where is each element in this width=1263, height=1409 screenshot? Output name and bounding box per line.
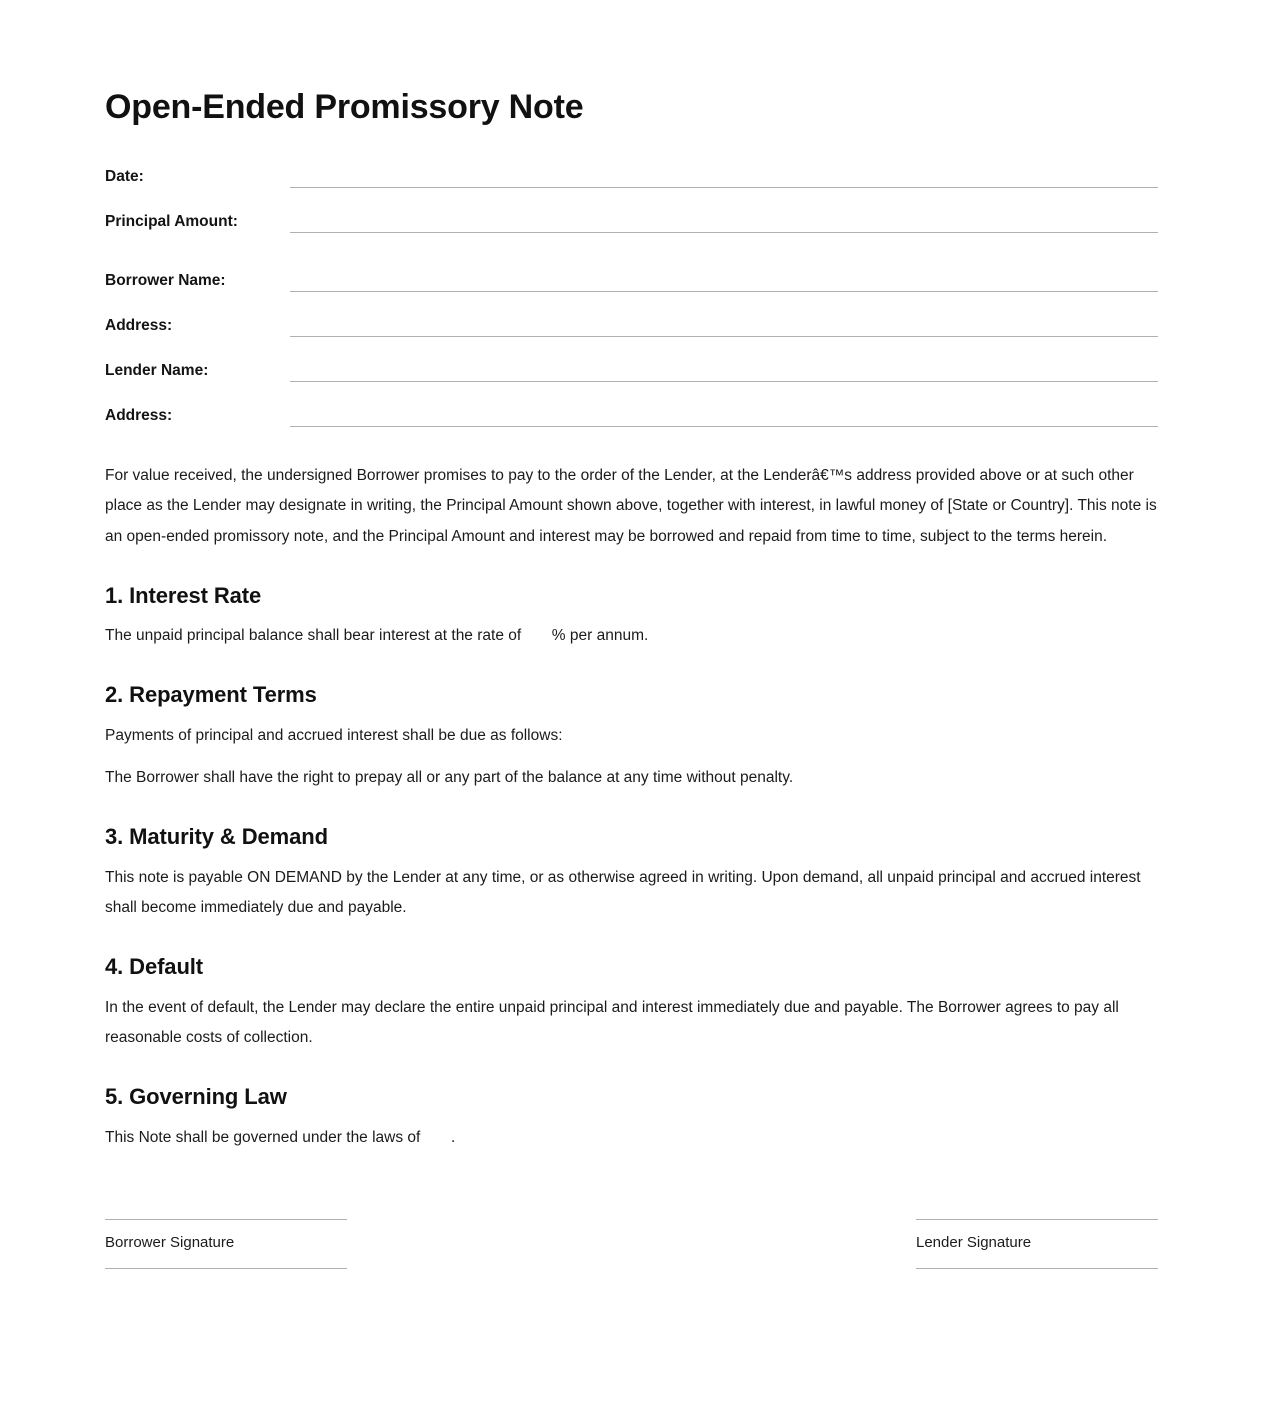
signature-label: Borrower Signature bbox=[105, 1234, 235, 1251]
section-paragraph: Payments of principal and accrued interest shall be due as follows: bbox=[105, 726, 563, 744]
document-section bbox=[105, 582, 1158, 652]
form-field-row bbox=[105, 269, 1158, 292]
signature-block bbox=[916, 1219, 1158, 1269]
section-paragraph bbox=[105, 1123, 1158, 1153]
section-paragraph: The Borrower shall have the right to prepay all or any part of the balance at any time without penalty. bbox=[105, 769, 794, 787]
signature-label: Lender Signature bbox=[916, 1234, 1032, 1251]
page-title: Open-Ended Promissory Note bbox=[105, 88, 584, 126]
paragraph-text: This Note shall be governed under the laws of bbox=[105, 1128, 425, 1146]
paragraph-text: % per annum. bbox=[547, 627, 649, 645]
section-heading: 1. Interest Rate bbox=[105, 582, 262, 608]
signature-area bbox=[105, 1219, 1158, 1269]
form-field-row bbox=[105, 359, 1158, 382]
document-section bbox=[105, 823, 1158, 923]
section-paragraph: In the event of default, the Lender may declare the entire unpaid principal and interest immediately due and payable. The Borrower agrees to pay all reasonable costs of collection. bbox=[105, 998, 1119, 1047]
field-label: Address: bbox=[105, 406, 173, 424]
section-heading: 3. Maturity & Demand bbox=[105, 824, 328, 850]
form-field-row bbox=[105, 314, 1158, 337]
section-heading: 2. Repayment Terms bbox=[105, 682, 317, 708]
field-input[interactable] bbox=[290, 269, 1158, 292]
field-input[interactable] bbox=[290, 314, 1158, 337]
signature-line-bottom[interactable] bbox=[916, 1268, 1158, 1269]
field-input[interactable] bbox=[290, 404, 1158, 427]
field-label: Date: bbox=[105, 167, 144, 185]
field-input[interactable] bbox=[290, 165, 1158, 188]
field-input[interactable] bbox=[290, 359, 1158, 382]
field-label: Lender Name: bbox=[105, 361, 209, 379]
section-paragraph: This note is payable ON DEMAND by the Lender at any time, or as otherwise agreed in writing. Upon demand, all unpaid principal and accrued interest shall become immediately due and payable. bbox=[105, 868, 1141, 917]
field-label: Borrower Name: bbox=[105, 271, 226, 289]
intro-paragraph: For value received, the undersigned Borrower promises to pay to the order of the Lender, at the Lenderâ€™s address provided above or at such other place as the Lender may designate in writing, the Principal Amount shown above, together with interest, in lawful money of [State or Country]. This note is an open-ended promissory note, and the Principal Amount and interest may be borrowed and repaid from time to time, subject to the terms herein. bbox=[105, 467, 1157, 545]
sections-container bbox=[105, 582, 1158, 1153]
document-section bbox=[105, 953, 1158, 1053]
section-heading: 4. Default bbox=[105, 954, 204, 980]
paragraph-text: . bbox=[446, 1128, 456, 1146]
document-section bbox=[105, 681, 1158, 793]
field-label: Principal Amount: bbox=[105, 212, 238, 230]
party-details-form bbox=[105, 165, 1158, 427]
signature-block bbox=[105, 1219, 347, 1269]
section-paragraph bbox=[105, 621, 1158, 651]
form-field-row bbox=[105, 165, 1158, 188]
section-heading: 5. Governing Law bbox=[105, 1084, 287, 1110]
form-field-row bbox=[105, 210, 1158, 233]
form-field-row bbox=[105, 404, 1158, 427]
paragraph-text: The unpaid principal balance shall bear interest at the rate of bbox=[105, 627, 526, 645]
signature-line-bottom[interactable] bbox=[105, 1268, 347, 1269]
field-input[interactable] bbox=[290, 210, 1158, 233]
field-label: Address: bbox=[105, 316, 173, 334]
document-section bbox=[105, 1083, 1158, 1153]
